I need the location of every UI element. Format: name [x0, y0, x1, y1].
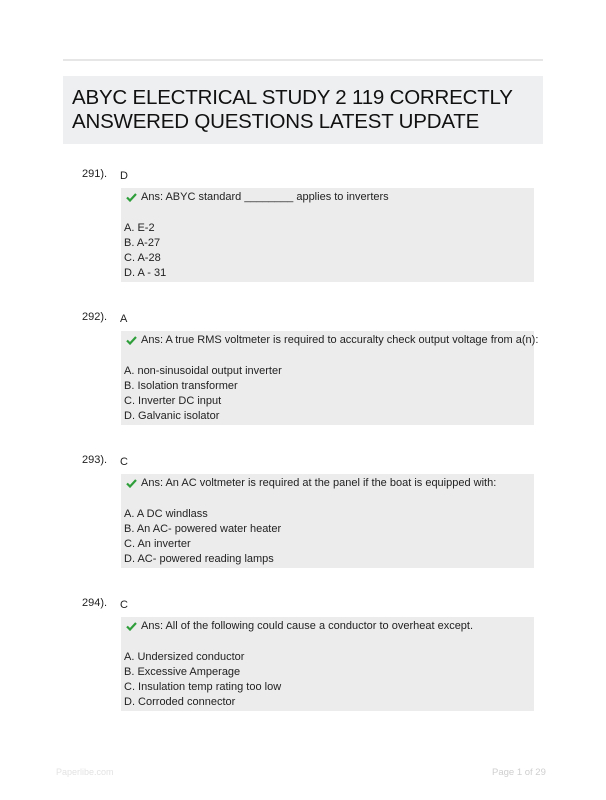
question-card	[121, 617, 534, 711]
check-icon	[126, 336, 137, 345]
question-text-row	[126, 191, 389, 203]
question-card	[121, 188, 534, 282]
title-banner	[63, 76, 543, 144]
option-a: A. E-2	[124, 222, 155, 234]
question-text: Ans: ABYC standard ________ applies to inverters	[141, 191, 389, 203]
question-text: Ans: A true RMS voltmeter is required to accuralty check output voltage from a(n):	[141, 334, 539, 346]
option-b: B. An AC- powered water heater	[124, 523, 282, 535]
question-text: Ans: An AC voltmeter is required at the panel if the boat is equipped with:	[141, 477, 497, 489]
question-number: 292).	[82, 311, 108, 323]
option-d: D. A - 31	[124, 267, 167, 279]
option-c: C. Insulation temp rating too low	[124, 681, 282, 693]
question-number: 291).	[82, 168, 108, 180]
answer-letter: D	[120, 170, 128, 182]
option-a: A. non-sinusoidal output inverter	[124, 365, 282, 377]
question-text-row	[126, 334, 538, 346]
answer-letter: C	[120, 456, 128, 468]
options-list	[124, 364, 282, 424]
footer-watermark: Paperlibe.com	[56, 767, 114, 777]
question-card	[121, 331, 539, 425]
question-text-row	[126, 620, 473, 632]
question-text: Ans: All of the following could cause a conductor to overheat except.	[141, 620, 474, 632]
option-c: C. Inverter DC input	[124, 395, 222, 407]
question-number: 293).	[82, 454, 108, 466]
question-card	[121, 474, 534, 568]
option-d: D. AC- powered reading lamps	[124, 553, 274, 565]
options-list	[124, 221, 166, 281]
option-a: A. Undersized conductor	[124, 651, 245, 663]
option-b: B. A-27	[124, 237, 161, 249]
page-number: Page 1 of 29	[492, 767, 546, 778]
document-title: ABYC ELECTRICAL STUDY 2 119 CORRECTLY ANSWERED QUESTIONS LATEST UPDATE	[72, 86, 513, 133]
options-list	[124, 507, 281, 567]
option-c: C. A-28	[124, 252, 161, 264]
top-divider	[63, 59, 543, 61]
check-icon	[126, 622, 137, 631]
question-text-row	[126, 477, 496, 489]
answer-letter: A	[120, 313, 128, 325]
options-list	[124, 650, 281, 710]
option-d: D. Corroded connector	[124, 696, 236, 708]
option-d: D. Galvanic isolator	[124, 410, 220, 422]
option-a: A. A DC windlass	[124, 508, 208, 520]
option-b: B. Excessive Amperage	[124, 666, 241, 678]
option-c: C. An inverter	[124, 538, 191, 550]
option-b: B. Isolation transformer	[124, 380, 238, 392]
check-icon	[126, 193, 137, 202]
question-number: 294).	[82, 597, 108, 609]
check-icon	[126, 479, 137, 488]
answer-letter: C	[120, 599, 128, 611]
